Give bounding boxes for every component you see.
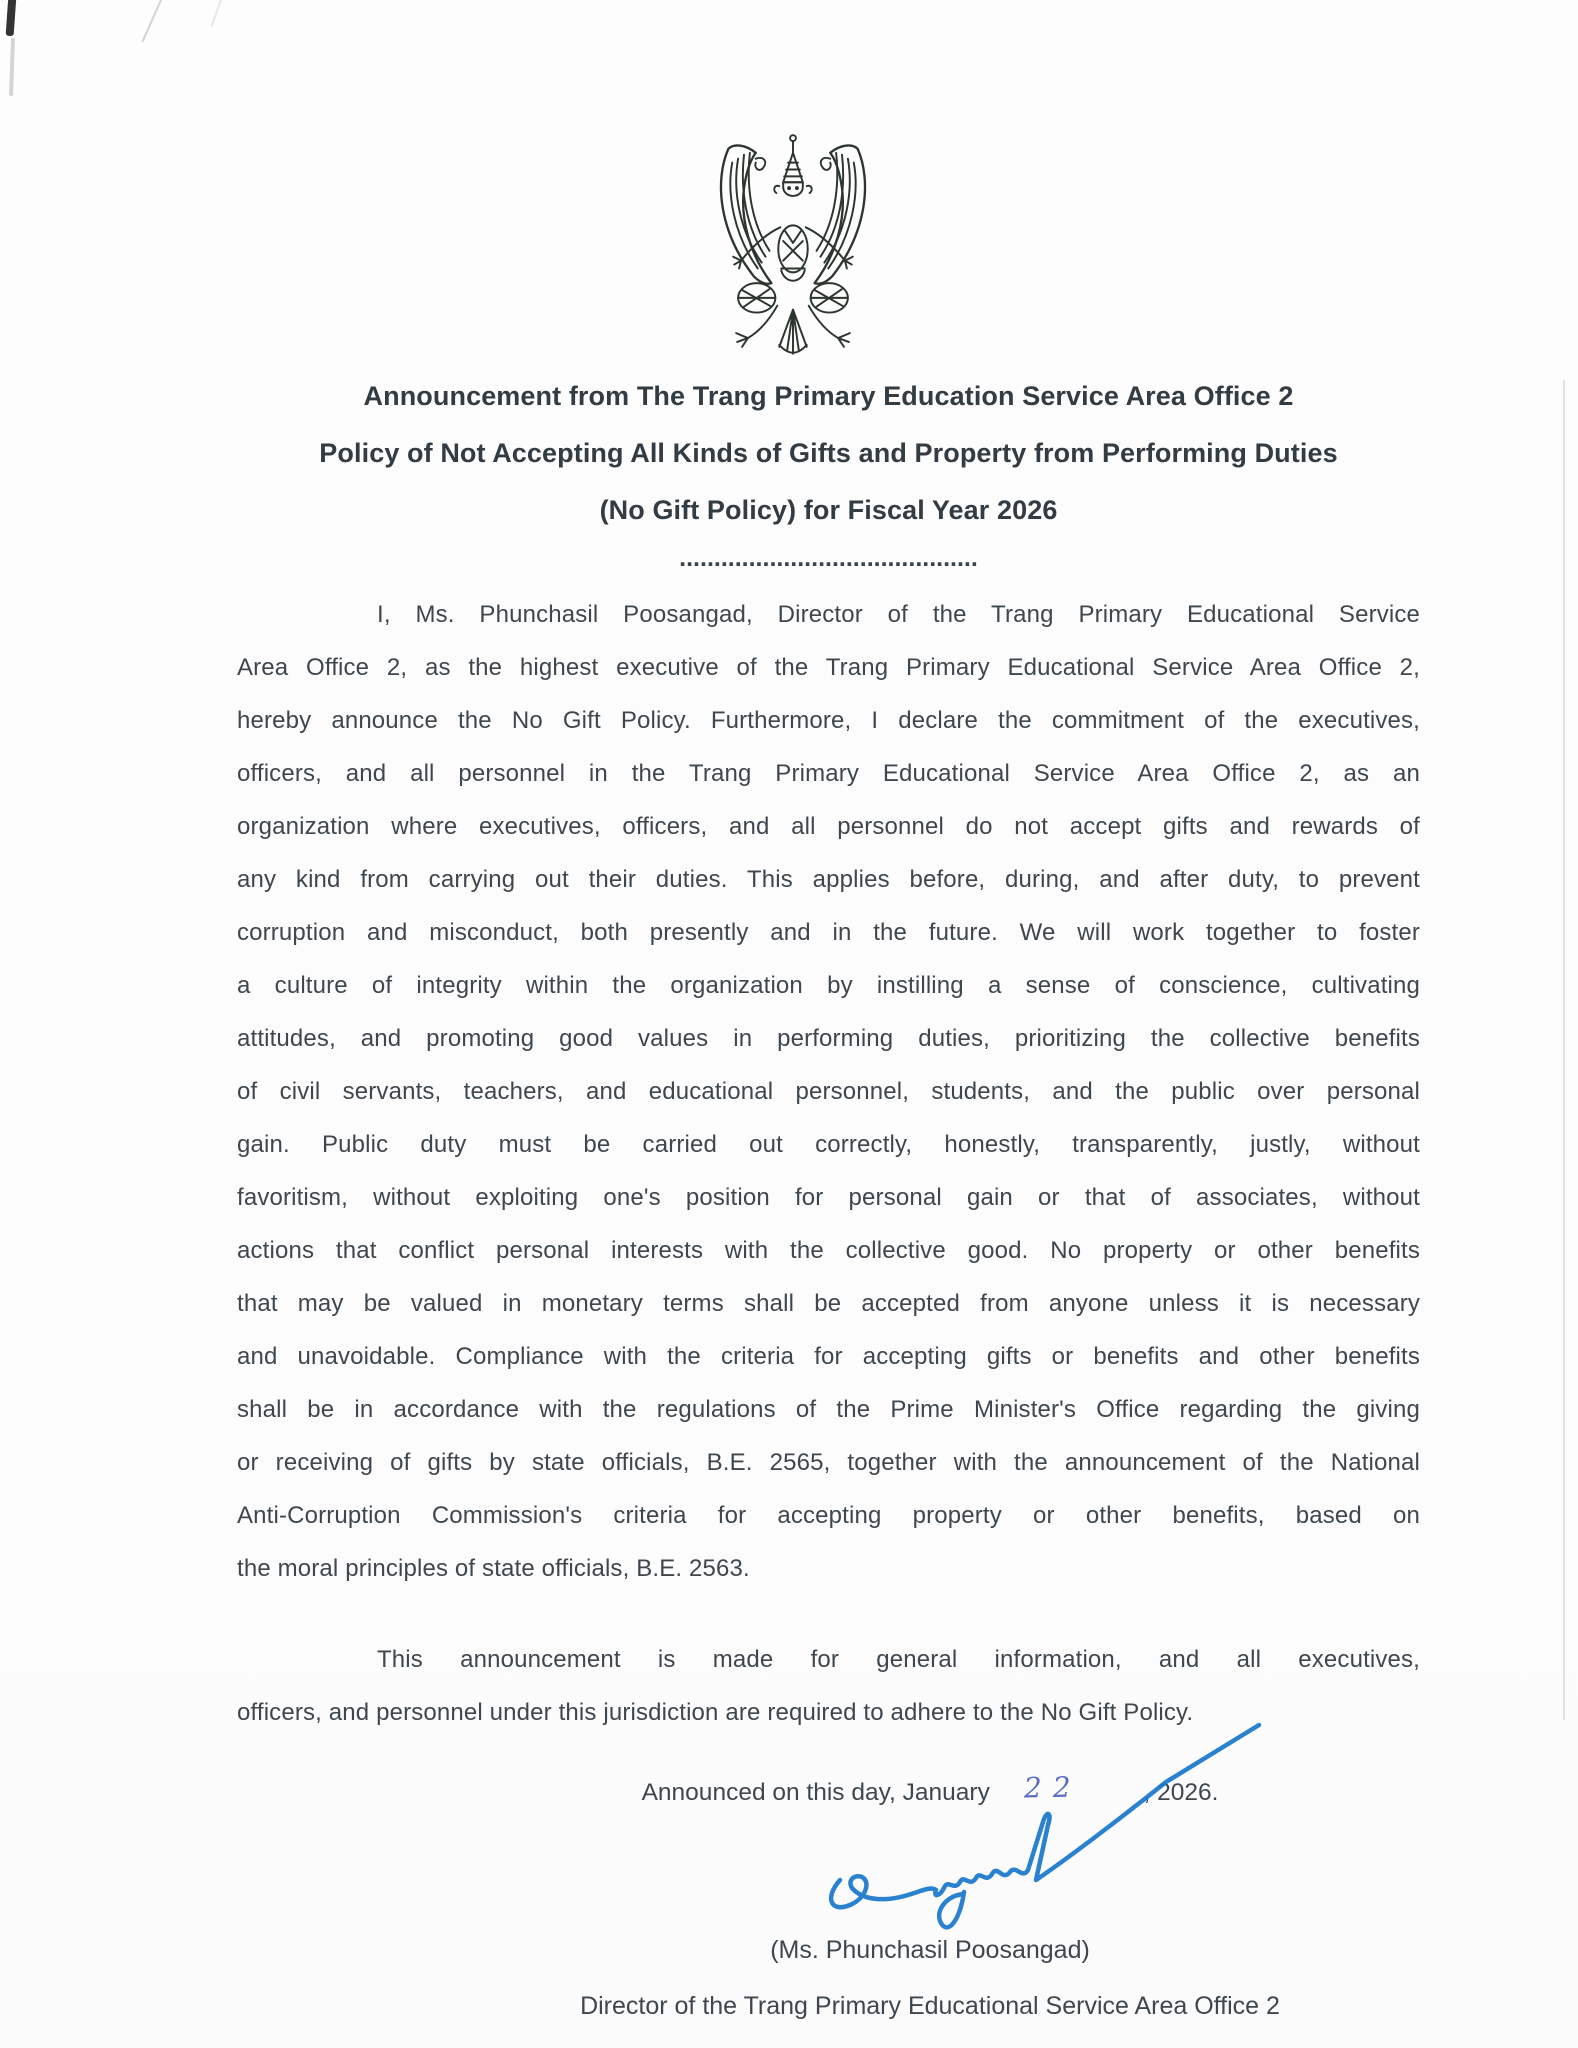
body-line: This announcement is made for general information, and all executives, (377, 1646, 1420, 1673)
handwritten-day: 22 (1023, 1770, 1082, 1805)
body-line: Area Office 2, as the highest executive of the Trang Primary Educational Service Area Office 2, (237, 654, 1420, 681)
body-line: of civil servants, teachers, and educational personnel, students, and the public over personal (237, 1078, 1420, 1105)
garuda-emblem-icon (695, 128, 891, 356)
body-line: hereby announce the No Gift Policy. Furthermore, I declare the commitment of the executives, (237, 707, 1420, 734)
signer-name: (Ms. Phunchasil Poosangad) (770, 1936, 1090, 1964)
body-line: attitudes, and promoting good values in performing duties, prioritizing the collective benefits (237, 1025, 1420, 1052)
body-line: a culture of integrity within the organization by instilling a sense of conscience, cultivating (237, 972, 1420, 999)
title-line-2: Policy of Not Accepting All Kinds of Gifts and Property from Performing Duties (319, 438, 1338, 468)
body-line: officers, and personnel under this jurisdiction are required to adhere to the No Gift Policy. (237, 1699, 1194, 1726)
body-line: Anti-Corruption Commission's criteria for accepting property or other benefits, based on (237, 1502, 1420, 1529)
scan-edge-line-artifact (1563, 380, 1565, 1720)
date-prefix: Announced on this day, January (641, 1779, 990, 1806)
body-line: corruption and misconduct, both presently and in the future. We will work together to foster (237, 919, 1420, 946)
scan-edge-artifact (9, 38, 15, 96)
body-line: and unavoidable. Compliance with the criteria for accepting gifts or benefits and other benefits (237, 1343, 1420, 1370)
scan-scratch-artifact (142, 0, 165, 42)
scan-edge-artifact (6, 0, 17, 36)
body-paragraphs (237, 588, 1420, 1739)
body-line: the moral principles of state officials, B.E. 2563. (237, 1555, 750, 1582)
scan-scratch-artifact (210, 0, 224, 27)
body-line: or receiving of gifts by state officials, B.E. 2565, together with the announcement of the National (237, 1449, 1420, 1476)
body-line: actions that conflict personal interests with the collective good. No property or other benefits (237, 1237, 1420, 1264)
document-title-block (237, 368, 1420, 579)
title-line-3: (No Gift Policy) for Fiscal Year 2026 (599, 495, 1058, 525)
body-line: favoritism, without exploiting one's position for personal gain or that of associates, without (237, 1184, 1420, 1211)
body-line: I, Ms. Phunchasil Poosangad, Director of the Trang Primary Educational Service (377, 601, 1420, 628)
body-line: any kind from carrying out their duties. This applies before, during, and after duty, to prevent (237, 866, 1420, 893)
body-line: organization where executives, officers, and all personnel do not accept gifts and rewards of (237, 813, 1420, 840)
body-line: shall be in accordance with the regulations of the Prime Minister's Office regarding the giving (237, 1396, 1420, 1423)
dotted-divider: ........................................... (679, 544, 978, 572)
body-line: that may be valued in monetary terms shall be accepted from anyone unless it is necessary (237, 1290, 1420, 1317)
title-line-1: Announcement from The Trang Primary Education Service Area Office 2 (363, 381, 1294, 411)
paragraph (237, 588, 1420, 1595)
signer-title: Director of the Trang Primary Educational Service Area Office 2 (580, 1992, 1280, 2020)
handwritten-signature-icon (812, 1712, 1264, 1944)
date-suffix: , 2026. (1143, 1779, 1219, 1806)
body-line: gain. Public duty must be carried out correctly, honestly, transparently, justly, without (237, 1131, 1420, 1158)
announcement-date-line (0, 1764, 1578, 1817)
body-line: officers, and all personnel in the Trang Primary Educational Service Area Office 2, as an (237, 760, 1420, 787)
